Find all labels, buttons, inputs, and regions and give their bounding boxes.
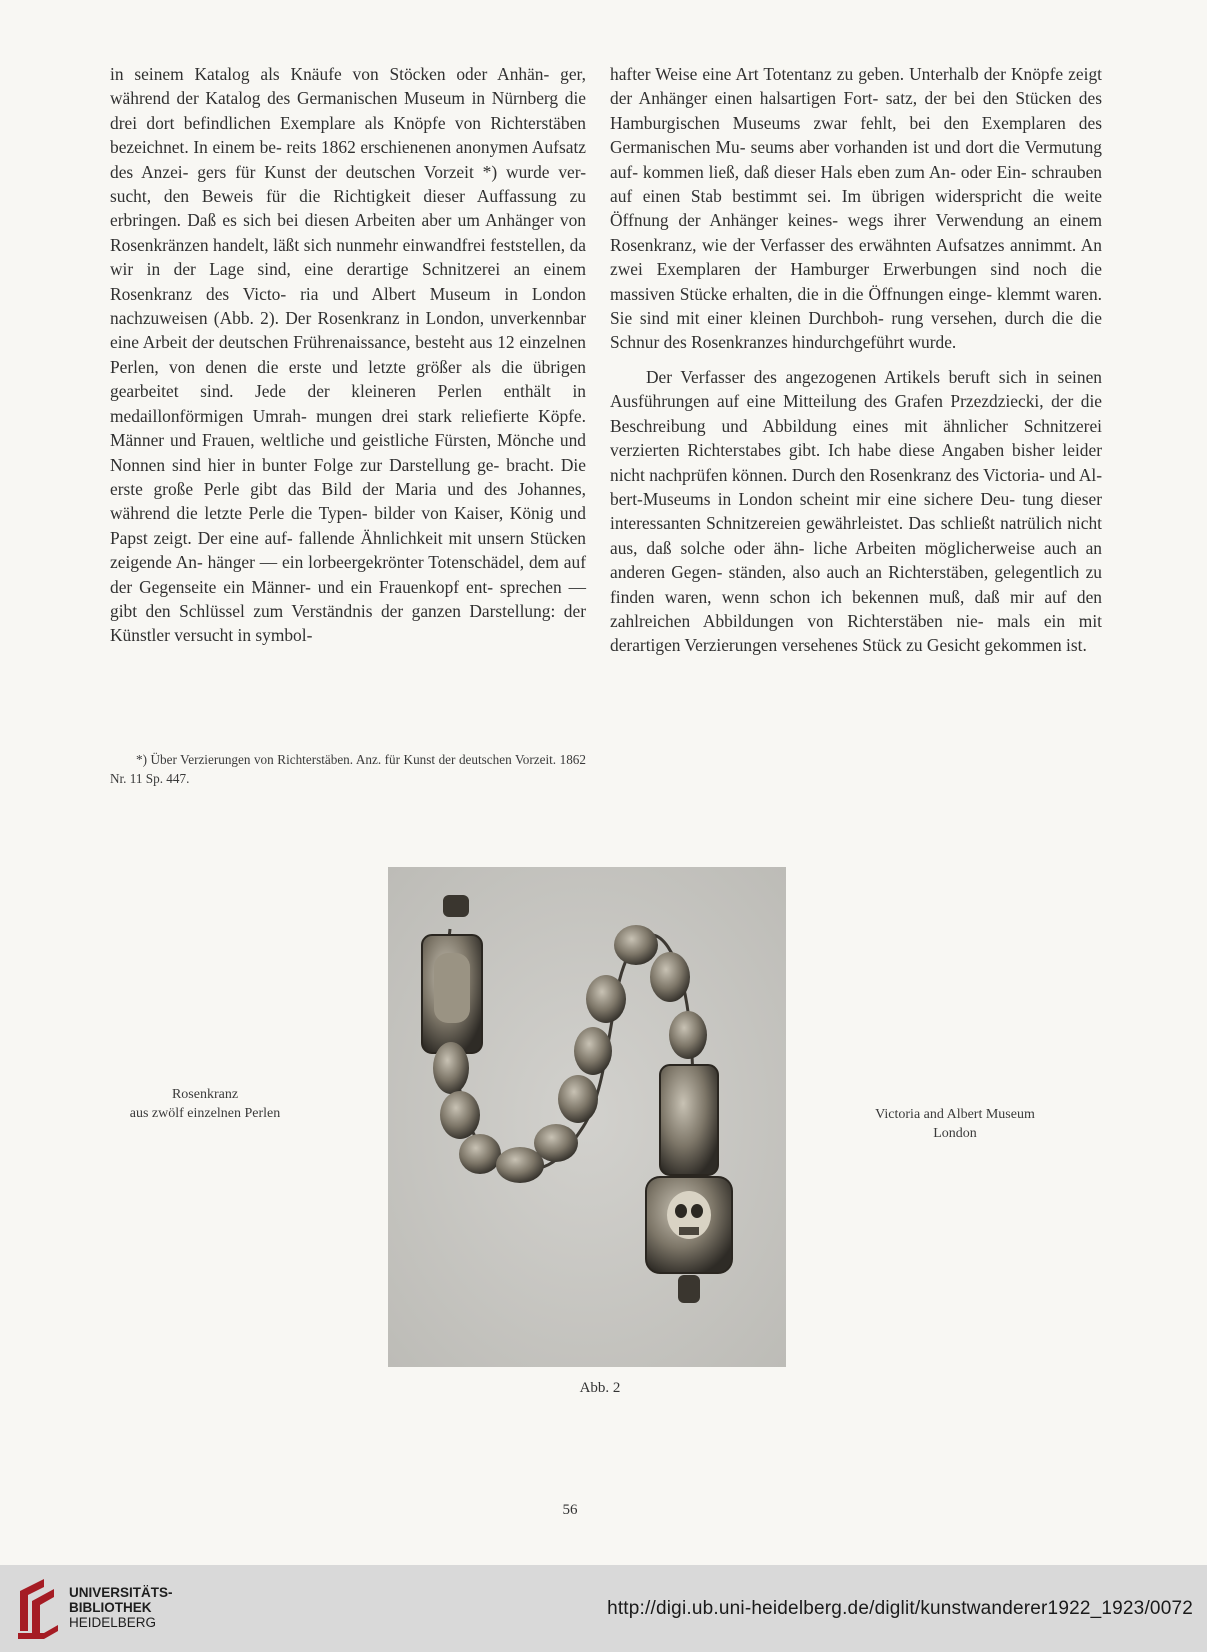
left-text-line: ger, während der Katalog des Germanischen Museum: [110, 64, 586, 109]
left-text-line: Knöpfe von Richterstäben bezeichnet. In einem be-: [110, 112, 586, 158]
left-text-column: [110, 62, 586, 648]
left-text-line: zu erbringen. Daß es sich bei diesen Arbeiten aber um: [110, 186, 586, 231]
left-text-line: größer als die übrigen gearbeitet sind. Jede der: [110, 356, 586, 402]
right-text-1-line: kommen ließ, daß dieser Hals eben zum An- oder Ein-: [642, 161, 1032, 182]
right-text-2-line: in seinen Ausführungen auf eine Mitteilung des Grafen: [610, 366, 1102, 412]
right-text-2-line: auf den zahlreichen Abbildungen von Richterstäben nie-: [610, 586, 1102, 631]
right-text-2-line: bert-Museums in London scheint mir eine sichere Deu-: [610, 488, 1023, 509]
right-text-1-line: Exemplaren der Hamburger Erwerbungen sind noch die: [656, 259, 1102, 280]
left-text-line: einwandfrei feststellen, da wir in der Lage sind, eine: [110, 234, 586, 280]
left-text-line: gers für Kunst der deutschen Vorzeit *) wurde ver-: [197, 161, 587, 182]
left-paragraph: [110, 62, 586, 648]
figure-label: Abb. 2: [579, 1380, 621, 1396]
left-text-line: kleineren Perlen enthält in medaillonförmigen Umrah-: [110, 381, 586, 426]
right-text-1-line: massiven Stücke erhalten, die in die Öffnungen einge-: [610, 283, 998, 304]
right-text-2-line: Der Verfasser des angezogenen Artikels beruft sich: [646, 366, 1036, 387]
page-number: 56: [562, 1502, 578, 1518]
right-text-1-line: widerspricht die weite Öffnung der Anhänger keines-: [610, 186, 1102, 231]
right-text-1-line: satz, der bei den Stücken des Hamburgischen Museums: [610, 88, 1102, 133]
left-text-line: fallende Ähnlichkeit mit unsern Stücken zeigende An-: [110, 527, 587, 573]
right-text-2-line: zu Gesicht gekommen ist.: [906, 635, 1087, 656]
library-logo-icon[interactable]: [14, 1573, 64, 1645]
right-text-column: [610, 62, 1102, 658]
right-text-1-line: der Knöpfe zeigt der Anhänger einen halsartigen Fort-: [610, 64, 1102, 109]
left-text-line: 12 einzelnen Perlen, von denen die erste und letzte: [110, 332, 586, 377]
figure-caption-left: [100, 1085, 310, 1123]
left-text-line: ganzen Darstellung: der Künstler versucht in symbol-: [110, 600, 586, 646]
left-text-line: Frauen, weltliche und geistliche Fürsten, Mönche und: [201, 430, 586, 451]
right-text-2-line: finden waren, wenn schon ich bekennen muß, daß mir: [610, 586, 1045, 607]
footer-bar: [0, 1565, 1207, 1652]
right-text-1-line: Verfasser des erwähnten Aufsatzes annimmt. An zwei: [610, 234, 1102, 280]
right-text-2-line: mals ein mit derartigen Verzierungen versehenes Stück: [610, 610, 1102, 656]
left-text-line: derartige Schnitzerei an einem Rosenkranz des Victo-: [110, 259, 587, 304]
left-text-line: eine Arbeit der deutschen Frührenaissance, besteht aus: [110, 332, 498, 353]
right-text-2-line: Das schließt natrülich nicht aus, daß solche oder ähn-: [610, 513, 1102, 558]
right-text-1-line: klemmt waren. Sie sind mit einer kleinen Durchboh-: [610, 283, 1102, 329]
figure-caption-right: [820, 1105, 1090, 1143]
left-text-line: sucht, den Beweis für die Richtigkeit dieser Auffassung: [110, 186, 570, 207]
right-text-1-line: rung versehen, durch die die Schnur des Rosenkranzes: [610, 308, 1102, 353]
left-text-line: Anhänger von Rosenkränzen handelt, läßt sich nunmehr: [110, 210, 586, 255]
right-paragraph-2: [610, 365, 1102, 658]
right-text-2-line: ständen, also auch an Richterstäben, gelegentlich zu: [728, 562, 1102, 583]
right-text-1-line: hafter Weise eine Art Totentanz zu geben. Unterhalb: [610, 64, 984, 84]
right-text-2-line: tung dieser interessanten Schnitzereien gewährleistet.: [610, 488, 1102, 534]
footnote: *) Über Verzierungen von Richterstäben. Anz. für Kunst der deutschen Vorzeit. 1862 Nr. 11 Sp. 447.: [110, 752, 586, 786]
right-text-2-line: Przezdziecki, der die Beschreibung und Abbildung eines: [610, 391, 1103, 436]
right-text-1-line: schrauben auf einen Stab bestimmt sei. Im übrigen: [610, 161, 1102, 207]
right-text-2-line: Ich habe diese Angaben bisher leider nicht nachprüfen: [610, 440, 1102, 485]
caption-right-line2: London: [933, 1126, 977, 1141]
library-name[interactable]: [69, 1585, 173, 1630]
right-text-1-line: zwar fehlt, bei den Exemplaren des Germanischen Mu-: [610, 112, 1102, 158]
left-text-line: und des Johannes, während die letzte Perle die Typen-: [110, 478, 586, 524]
left-text-line: der Gegenseite ein Männer- und ein Frauenkopf ent-: [110, 576, 500, 597]
library-name-line2: BIBLIOTHEK: [69, 1600, 152, 1615]
right-text-1-line: seums aber vorhanden ist und dort die Vermutung auf-: [610, 137, 1102, 182]
document-url-link[interactable]: http://digi.ub.uni-heidelberg.de/diglit/kunstwanderer1922_1923/0072: [607, 1598, 1193, 1619]
left-text-line: (Abb. 2). Der Rosenkranz in London, unverkennbar: [213, 308, 586, 329]
rosary-photograph: [388, 867, 786, 1367]
left-text-line: bracht. Die erste große Perle gibt das Bild der Maria: [110, 454, 586, 499]
left-text-line: Nonnen sind hier in bunter Folge zur Darstellung ge-: [110, 454, 507, 475]
library-name-line3: HEIDELBERG: [69, 1615, 157, 1630]
left-text-line: mungen drei stark reliefierte Köpfe. Männer und: [110, 405, 586, 451]
right-text-2-line: mit ähnlicher Schnitzerei verzierten Richterstabes gibt.: [610, 415, 1102, 461]
caption-left-line2: aus zwölf einzelnen Perlen: [129, 1106, 281, 1121]
left-text-line: sprechen — gibt den Schlüssel zum Verständnis der: [110, 576, 586, 621]
left-text-line: in seinem Katalog als Knäufe von Stöcken oder Anhän-: [110, 64, 561, 84]
right-text-2-line: können. Durch den Rosenkranz des Victoria- und Al-: [731, 464, 1102, 485]
caption-left-line1: Rosenkranz: [171, 1087, 239, 1102]
right-paragraph-1: [610, 62, 1102, 355]
right-text-1-line: wegs ihrer Verwendung an einem Rosenkranz, wie der: [610, 210, 1102, 255]
left-text-line: hänger — ein lorbeergekrönter Totenschädel, dem auf: [207, 552, 586, 573]
right-text-1-line: hindurchgeführt wurde.: [792, 332, 957, 353]
left-text-line: ria und Albert Museum in London nachzuweisen: [110, 283, 586, 329]
left-text-line: in Nürnberg die drei dort befindlichen Exemplare als: [110, 88, 586, 133]
left-text-line: reits 1862 erschienenen anonymen Aufsatz des Anzei-: [110, 137, 586, 182]
left-text-line: bilder von Kaiser, König und Papst zeigt. Der eine auf-: [110, 503, 586, 548]
right-text-2-line: liche Arbeiten möglicherweise auch an anderen Gegen-: [610, 537, 1102, 583]
library-name-line1: UNIVERSITÄTS-: [69, 1585, 173, 1600]
caption-right-line1: Victoria and Albert Museum: [875, 1107, 1035, 1122]
